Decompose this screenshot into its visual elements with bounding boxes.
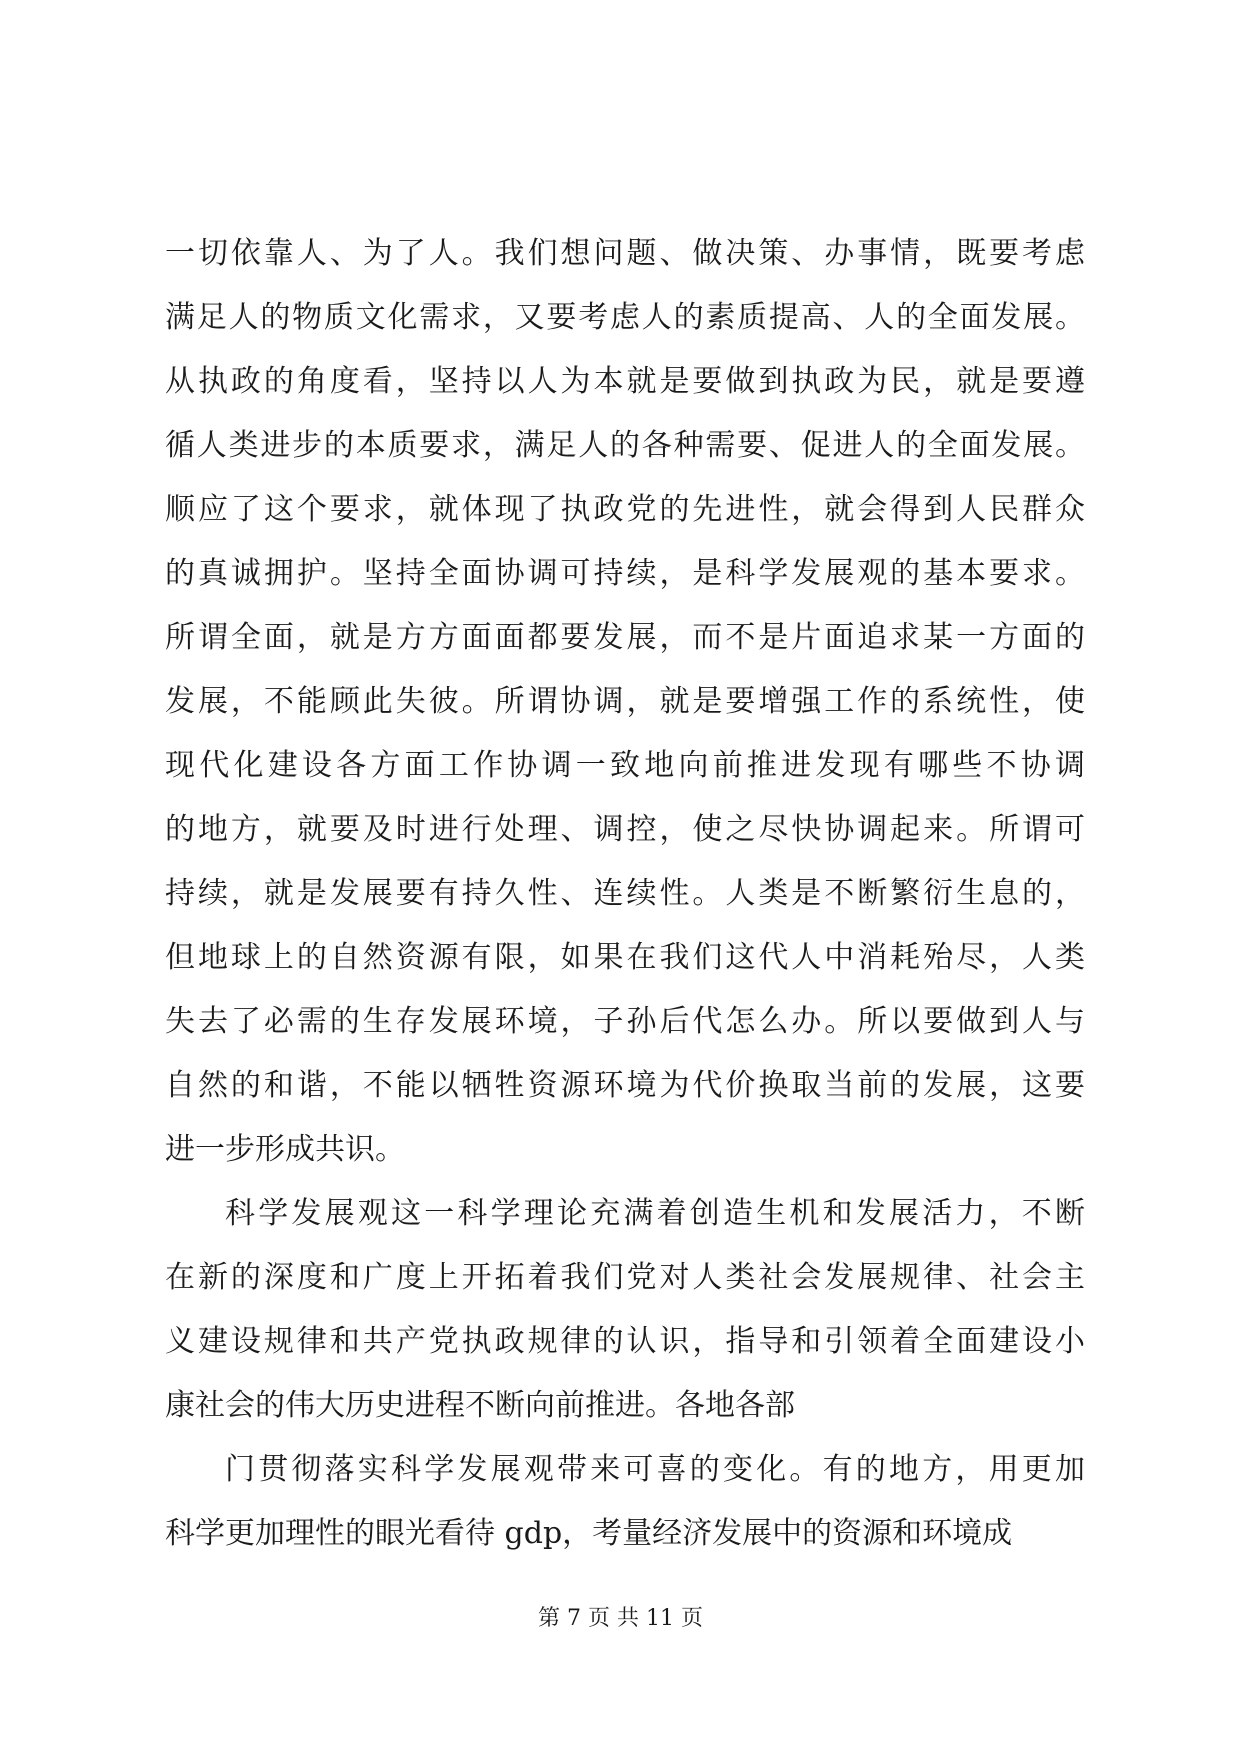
document-body	[165, 222, 1085, 1566]
text-line: 持续，就是发展要有持久性、连续性。人类是不断繁衍生息的，	[165, 876, 1085, 911]
text-line: 所谓全面，就是方方面面都要发展，而不是片面追求某一方面的	[165, 620, 1085, 655]
text-line: 科学发展观这一科学理论充满着创造生机和发展活力，不断	[225, 1196, 1085, 1231]
text-line: 的地方，就要及时进行处理、调控，使之尽快协调起来。所谓可	[165, 812, 1085, 847]
text-line: 发展，不能顾此失彼。所谓协调，就是要增强工作的系统性，使	[165, 684, 1085, 719]
text-line: 顺应了这个要求，就体现了执政党的先进性，就会得到人民群众	[165, 492, 1085, 527]
text-line: 失去了必需的生存发展环境，子孙后代怎么办。所以要做到人与	[165, 1004, 1085, 1039]
text-line: 但地球上的自然资源有限，如果在我们这代人中消耗殆尽，人类	[165, 940, 1085, 975]
paragraph	[165, 222, 1085, 1182]
text-line: 的真诚拥护。坚持全面协调可持续，是科学发展观的基本要求。	[165, 556, 1085, 591]
text-line: 满足人的物质文化需求，又要考虑人的素质提高、人的全面发展。	[165, 300, 1085, 335]
text-line: 一切依靠人、为了人。我们想问题、做决策、办事情，既要考虑	[165, 236, 1085, 271]
text-line: 从执政的角度看，坚持以人为本就是要做到执政为民，就是要遵	[165, 364, 1085, 399]
text-line: 科学更加理性的眼光看待 gdp，考量经济发展中的资源和环境成	[165, 1516, 1013, 1551]
paragraph	[165, 1182, 1085, 1438]
text-line: 进一步形成共识。	[165, 1132, 405, 1167]
text-line: 在新的深度和广度上开拓着我们党对人类社会发展规律、社会主	[165, 1260, 1085, 1295]
text-line: 现代化建设各方面工作协调一致地向前推进发现有哪些不协调	[165, 748, 1085, 783]
page-footer: 第 7 页 共 11 页	[538, 1606, 703, 1631]
text-line: 门贯彻落实科学发展观带来可喜的变化。有的地方，用更加	[225, 1452, 1085, 1487]
text-line: 自然的和谐，不能以牺牲资源环境为代价换取当前的发展，这要	[165, 1068, 1085, 1103]
text-line: 义建设规律和共产党执政规律的认识，指导和引领着全面建设小	[165, 1324, 1085, 1359]
text-line: 循人类进步的本质要求，满足人的各种需要、促进人的全面发展。	[165, 428, 1085, 463]
paragraph	[165, 1438, 1085, 1566]
text-line: 康社会的伟大历史进程不断向前推进。各地各部	[165, 1388, 795, 1423]
